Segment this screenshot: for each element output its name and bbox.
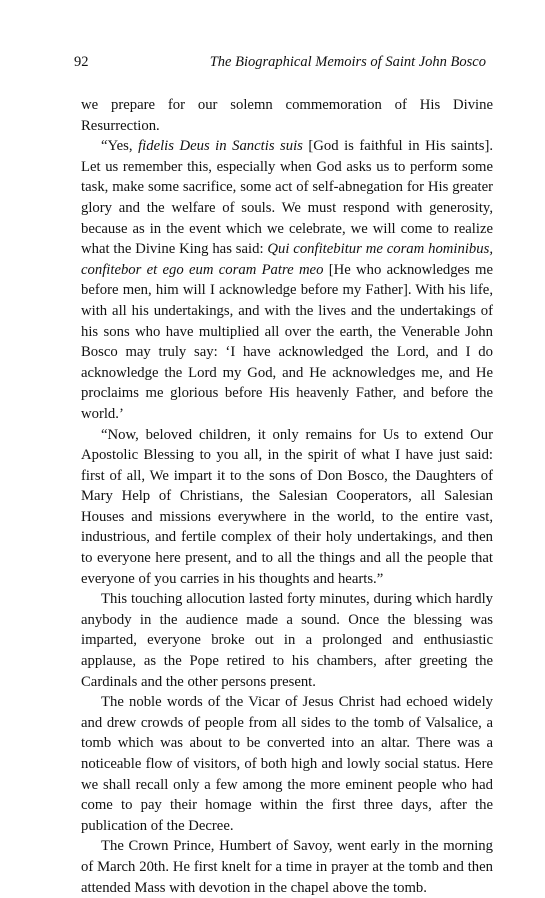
text-segment: [He who acknowledges me before men, him will I acknowledge before my Father]. With his life, with all his undertakings, and with the lives and the undertakings of his sons who have multiplied all over the earth, the Venerable John Bosco may truly say: ‘I have acknowledged the Lord, and I do acknowledge the Lord my God, and He acknowledges me, and He proclaims me glorious before His heavenly Father, and before the world.’	[81, 261, 493, 422]
latin-phrase: Qui confitebitur me coram hominibus, confitebor et ego eum coram Patre meo	[81, 241, 493, 278]
page-header	[74, 52, 486, 74]
running-title: The Biographical Memoirs of Saint John Bosco	[209, 54, 486, 70]
text-segment: “Yes,	[101, 138, 139, 155]
latin-phrase: fidelis Deus in Sanctis suis	[138, 138, 303, 155]
paragraph-crown-prince: The Crown Prince, Humbert of Savoy, went early in the morning of March 20th. He first knelt for a time in prayer at the tomb and then attended Mass with devotion in the chapel above the tomb.	[81, 838, 493, 896]
paragraph-quote-fidelis	[81, 136, 493, 424]
paragraph-allocution: This touching allocution lasted forty minutes, during which hardly anybody in the audience made a sound. Once the blessing was imparted, everyone broke out in a prolonged and enthusiastic applause, as the Pope retired to his chambers, after greeting the Cardinals and the other persons present.	[81, 591, 493, 690]
body-text	[81, 95, 493, 898]
paragraph-apostolic-blessing: “Now, beloved children, it only remains for Us to extend Our Apostolic Blessing to you all, in the spirit of what I have just said: first of all, We impart it to the sons of Don Bosco, the Daughters of Mary Help of Christians, the Salesian Cooperators, all Salesian Houses and missions everywhere in the world, to the entire vast, industrious, and fertile complex of their holy undertakings, and then to everyone here present, and to all the things and all the people that everyone of you carries in his thoughts and hearts.”	[81, 426, 493, 587]
paragraph-continuation: we prepare for our solemn commemoration of His Divine Resurrection.	[81, 97, 493, 134]
page-number: 92	[74, 54, 89, 70]
text-segment: [God is faithful in His saints]. Let us remember this, especially when God asks us to perform some task, make some sacrifice, some act of self-abnegation for His greater glory and the welfare of souls. We must respond with generosity, because as in the event which we celebrate, we will come to realize what the Divine King has said:	[81, 138, 494, 258]
paragraph-visitors: The noble words of the Vicar of Jesus Christ had echoed widely and drew crowds of people from all sides to the tomb of Valsalice, a tomb which was about to be converted into an altar. There was a noticeable flow of visitors, of both high and lowly social status. Here we shall recall only a few among the more eminent people who had come to pay their homage within the first three days, after the publication of the Decree.	[81, 694, 493, 834]
